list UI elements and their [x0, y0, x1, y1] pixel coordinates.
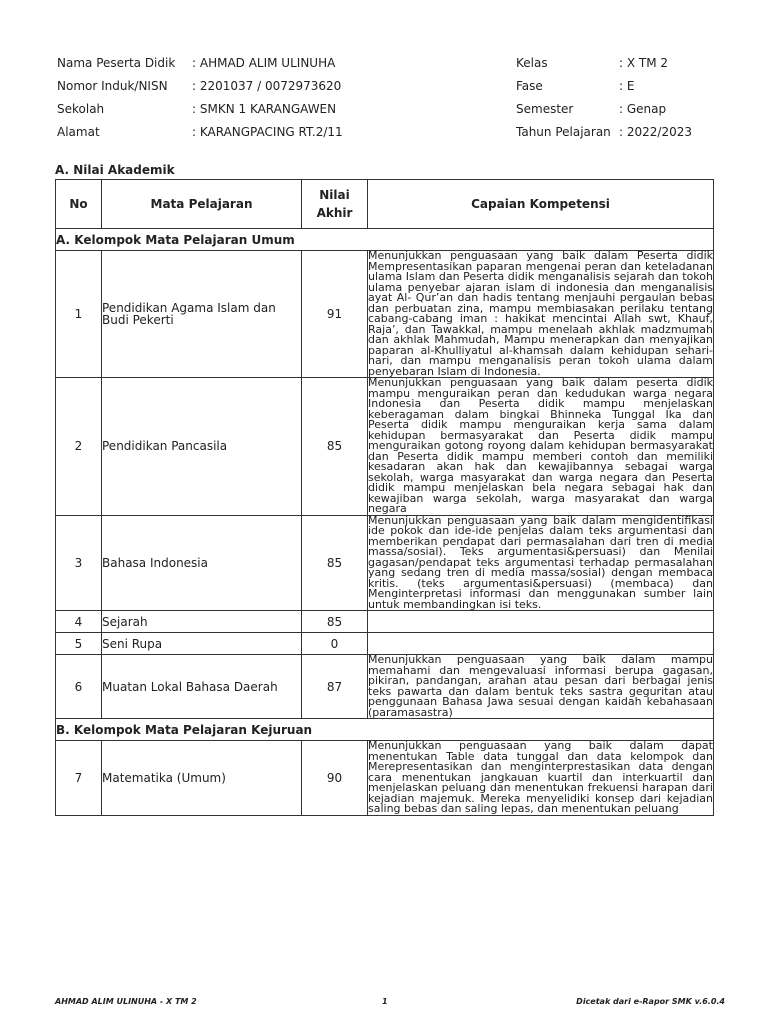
info-value: : SMKN 1 KARANGAWEN — [192, 102, 337, 116]
info-label: Tahun Pelajaran — [516, 125, 611, 139]
row-subject: Sejarah — [102, 611, 302, 633]
student-info — [57, 53, 717, 145]
footer-page-number: 1 — [382, 997, 388, 1006]
info-row — [57, 122, 717, 145]
info-value: : E — [619, 79, 635, 93]
row-competency — [368, 633, 714, 655]
table-row — [56, 633, 714, 655]
info-label: Alamat — [57, 125, 100, 139]
table-row — [56, 251, 714, 378]
info-label: Sekolah — [57, 102, 105, 116]
row-competency: Menunjukkan penguasaan yang baik dalam mengidentifikasi ide pokok dan ide-ide penjelas dalam teks argumentasi dan memberikan pendapat dari permasalahan dari tren di media massa/sosial). Teks argumentasi&persuasi) dan Menilai gagasan/pendapat teks argumentasi terhadap permasalahan yang sedang tren di media massa/sosial) dengan membaca kritis. (teks argumentasi&persuasi) (membaca) dan Menginterpretasi informasi dan menggunakan sumber lain untuk membandingkan isi teks. — [368, 513, 713, 611]
row-no: 5 — [56, 633, 102, 655]
row-subject: Seni Rupa — [102, 633, 302, 655]
row-subject: Muatan Lokal Bahasa Daerah — [102, 655, 302, 719]
row-subject: Pendidikan Pancasila — [102, 378, 302, 516]
table-row — [56, 611, 714, 633]
info-label: Nama Peserta Didik — [57, 56, 176, 70]
row-score: 85 — [302, 378, 368, 516]
section-title: A. Nilai Akademik — [55, 163, 175, 177]
grades-table — [55, 179, 714, 816]
row-score: 87 — [302, 655, 368, 719]
info-label: Kelas — [516, 56, 548, 70]
row-subject: Bahasa Indonesia — [102, 515, 302, 611]
info-value: : 2022/2023 — [619, 125, 692, 139]
row-no: 6 — [56, 655, 102, 719]
row-score: 0 — [302, 633, 368, 655]
group-b-label: B. Kelompok Mata Pelajaran Kejuruan — [56, 719, 714, 741]
row-competency: Menunjukkan penguasaan yang baik dalam Peserta didik Mempresentasikan paparan mengenai peran dan keteladanan ulama Islam dan Peserta didik menganalisis sejarah dan tokoh ulama penyebar ajaran islam di indonesia dan menganalisis ayat Al- Qur’an dan hadis tentang menjauhi pergaulan bebas dan perbuatan zina, mampu membiasakan perilaku tentang cabang-cabang iman : hakikat mencintai Allah swt, Khauf, Raja’, dan Tawakkal, mampu menelaah akhlak madzmumah dan akhlak Mahmudah, Mampu menerapkan dan menyajikan paparan al-Khulliyatul al-khamsah dalam kehidupan sehari-hari, dan mampu menganalisis peran tokoh ulama dalam penyebaran Islam di Indonesia. — [368, 249, 713, 378]
page-footer — [55, 997, 725, 1011]
row-no: 7 — [56, 741, 102, 816]
info-value: : AHMAD ALIM ULINUHA — [192, 56, 336, 70]
header-score — [302, 180, 368, 229]
table-row — [56, 515, 714, 611]
info-label: Fase — [516, 79, 543, 93]
header-competency: Capaian Kompetensi — [368, 180, 714, 229]
row-no: 4 — [56, 611, 102, 633]
row-score: 85 — [302, 611, 368, 633]
group-row — [56, 229, 714, 251]
row-competency: Menunjukkan penguasaan yang baik dalam peserta didik mampu menguraikan peran dan kedudukan warga negara Indonesia dan Peserta didik mampu menjelaskan keberagaman dalam bingkai Bhinneka Tunggal Ika dan Peserta didik mampu menguraikan kerja sama dalam kehidupan bermasyarakat dan Peserta didik mampu menguraikan gotong royong dalam kehidupan bermasyarakat dan Peserta didik mampu memberi contoh dan memiliki kesadaran akan hak dan kewajibannya sebagai warga sekolah, warga masyarakat dan warga negara dan Peserta didik mampu menjelaskan bela negara sebagai hak dan kewajiban warga sekolah, warga masyarakat dan warga negara — [368, 376, 713, 515]
row-competency: Menunjukkan penguasaan yang baik dalam dapat menentukan Table data tunggal dan data kelompok dan Merepresentasikan dan menginterprestasikan data dengan cara menentukan jangkauan kuartil dan interkuartil dan menjelaskan peluang dan menentukan frekuensi harapan dari kejadian majemuk. Mereka menyelidiki konsep dari kejadian saling bebas dan saling lepas, dan menentukan peluang — [368, 739, 713, 815]
info-value: : X TM 2 — [619, 56, 669, 70]
group-a-label: A. Kelompok Mata Pelajaran Umum — [56, 229, 714, 251]
row-competency: Menunjukkan penguasaan yang baik dalam mampu memahami dan mengevaluasi informasi berupa gagasan, pikiran, pandangan, arahan atau pesan dari berbagai jenis teks pawarta dan dalam bentuk teks sastra geguritan atau penggunaan Bahasa Jawa sesuai dengan kaidah kebahasaan (paramasastra) — [368, 653, 713, 719]
info-label: Semester — [516, 102, 574, 116]
info-label: Nomor Induk/NISN — [57, 79, 168, 93]
table-row — [56, 378, 714, 516]
row-no: 3 — [56, 515, 102, 611]
row-no: 2 — [56, 378, 102, 516]
row-competency — [368, 611, 714, 633]
row-subject: Matematika (Umum) — [102, 741, 302, 816]
info-value: : 2201037 / 0072973620 — [192, 79, 342, 93]
info-row — [57, 76, 717, 99]
table-row — [56, 655, 714, 719]
table-row — [56, 741, 714, 816]
header-no: No — [56, 180, 102, 229]
group-row — [56, 719, 714, 741]
header-subject: Mata Pelajaran — [102, 180, 302, 229]
row-no: 1 — [56, 251, 102, 378]
row-subject: Pendidikan Agama Islam dan Budi Pekerti — [102, 251, 302, 378]
header-score-line2: Akhir — [316, 206, 353, 220]
row-score: 91 — [302, 251, 368, 378]
info-value: : KARANGPACING RT.2/11 — [192, 125, 343, 139]
row-score: 85 — [302, 515, 368, 611]
info-row — [57, 99, 717, 122]
table-header-row — [56, 180, 714, 229]
info-value: : Genap — [619, 102, 667, 116]
footer-student: AHMAD ALIM ULINUHA - X TM 2 — [55, 997, 197, 1006]
footer-printed-by: Dicetak dari e-Rapor SMK v.6.0.4 — [576, 997, 725, 1006]
info-row — [57, 53, 717, 76]
header-score-line1: Nilai — [319, 188, 350, 202]
row-score: 90 — [302, 741, 368, 816]
